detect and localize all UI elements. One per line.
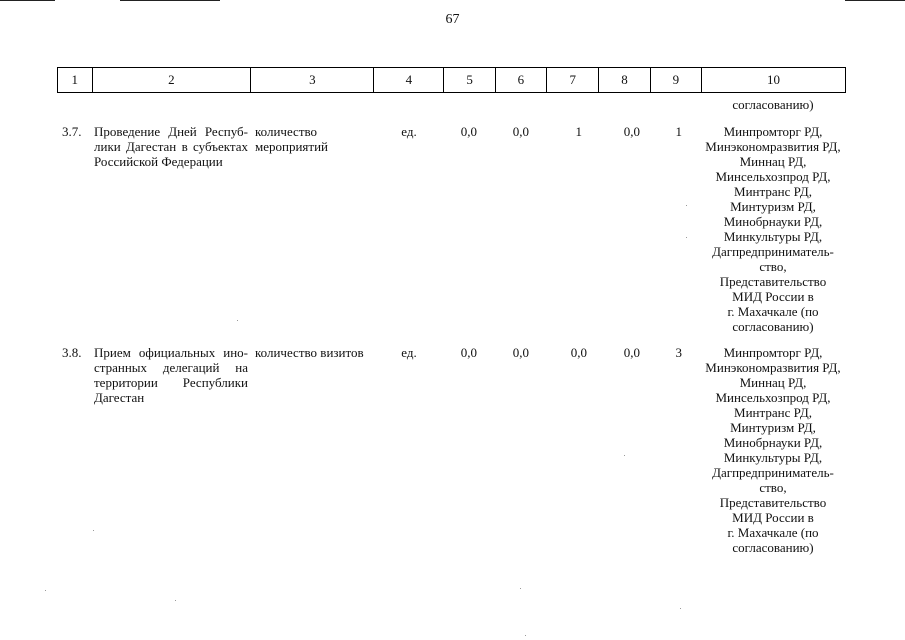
scan-speck	[624, 455, 625, 456]
scan-speck	[93, 530, 94, 531]
executor-line: Минсельхозпрод РД,	[715, 390, 831, 405]
scan-speck	[686, 205, 687, 206]
column-header: 1	[58, 68, 93, 93]
executor-line: ство,	[759, 480, 787, 495]
executor-line: Дагпредприниматель-	[712, 465, 834, 480]
executor-line: Представительство	[719, 495, 827, 510]
executor-line: Дагпредприниматель-	[712, 244, 834, 259]
row-number: 3.8.	[62, 345, 82, 360]
column-header: 7	[547, 68, 599, 93]
column-header: 4	[374, 68, 444, 93]
executor-line: Минэкономразвития РД,	[705, 360, 841, 375]
row-executors	[700, 345, 846, 555]
scan-edge-line	[845, 0, 905, 1]
executor-line: г. Махачкале (по	[727, 304, 819, 319]
executor-line: ство,	[759, 259, 787, 274]
executor-line: Минобрнауки РД,	[723, 214, 823, 229]
executor-line: Минкультуры РД,	[723, 229, 823, 244]
scan-edge-line	[0, 0, 55, 1]
column-header-row	[57, 67, 846, 93]
row-value-6: 0,0	[512, 345, 529, 360]
scan-edge-line	[120, 0, 220, 1]
row-value-8: 0,0	[623, 124, 640, 139]
row-indicator: количество визитов	[255, 345, 364, 360]
executor-line: Миннац РД,	[739, 154, 807, 169]
column-header: 10	[701, 68, 845, 93]
row-name: Проведение Дней Респуб-лики Дагестан в субъектах Российской Федерации	[94, 124, 248, 169]
page-number: 67	[445, 12, 460, 27]
scan-speck	[520, 588, 521, 589]
scan-speck	[175, 600, 176, 601]
executor-line: г. Махачкале (по	[727, 525, 819, 540]
row-value-7: 0,0	[570, 345, 587, 360]
executor-line: Представительство	[719, 274, 827, 289]
row-executors	[700, 124, 846, 334]
row-number: 3.7.	[62, 124, 82, 139]
executor-line: Минтранс РД,	[734, 184, 812, 199]
row-value-9: 3	[675, 345, 682, 360]
executor-line: согласованию)	[732, 319, 814, 334]
scan-speck	[686, 237, 687, 238]
row-indicator: количество мероприятий	[255, 124, 328, 154]
row-value-6: 0,0	[512, 124, 529, 139]
executor-line: Минэкономразвития РД,	[705, 139, 841, 154]
row-value-5: 0,0	[460, 124, 477, 139]
row-value-8: 0,0	[623, 345, 640, 360]
executor-line: Минпромторг РД,	[723, 124, 823, 139]
executor-line: Минтуризм РД,	[730, 420, 816, 435]
executor-line: Минтранс РД,	[734, 405, 812, 420]
row-value-7: 1	[575, 124, 582, 139]
scan-speck	[680, 608, 681, 609]
column-header: 2	[92, 68, 251, 93]
column-header: 6	[495, 68, 546, 93]
row-name: Прием официальных ино-странных делегаций на территории Республики Дагестан	[94, 345, 248, 405]
row-unit: ед.	[401, 124, 417, 139]
column-header: 3	[251, 68, 374, 93]
executor-line: МИД России в	[732, 289, 814, 304]
scan-speck	[45, 590, 46, 591]
scan-speck	[525, 635, 526, 636]
executor-line: Минкультуры РД,	[723, 450, 823, 465]
column-header: 8	[599, 68, 650, 93]
scan-speck	[237, 320, 238, 321]
executor-line: Минпромторг РД,	[723, 345, 823, 360]
row-unit: ед.	[401, 345, 417, 360]
column-header: 5	[444, 68, 495, 93]
carryover-text: согласованию)	[732, 97, 814, 112]
executor-line: Минсельхозпрод РД,	[715, 169, 831, 184]
executor-line: Минобрнауки РД,	[723, 435, 823, 450]
executor-line: Миннац РД,	[739, 375, 807, 390]
column-header: 9	[650, 68, 701, 93]
executor-line: Минтуризм РД,	[730, 199, 816, 214]
executor-line: согласованию)	[732, 540, 814, 555]
row-value-9: 1	[675, 124, 682, 139]
row-value-5: 0,0	[460, 345, 477, 360]
executor-line: МИД России в	[732, 510, 814, 525]
